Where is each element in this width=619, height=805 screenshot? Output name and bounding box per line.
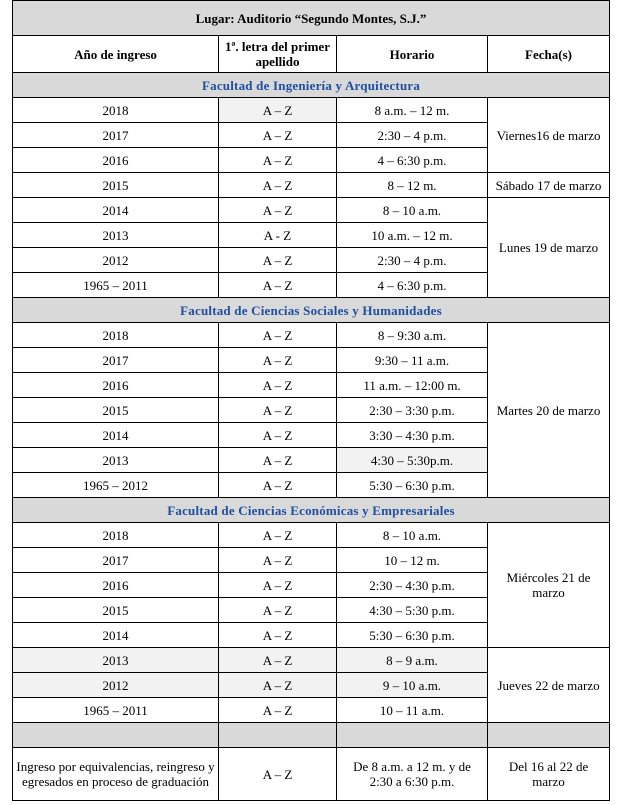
faculty-heading: Facultad de Ciencias Económicas y Empresariales <box>13 498 610 523</box>
cell-year: 2016 <box>13 148 219 173</box>
cell-year: 2015 <box>13 598 219 623</box>
cell-letter: A – Z <box>219 473 337 498</box>
cell-year: 2018 <box>13 523 219 548</box>
cell-time: 2:30 – 4:30 p.m. <box>337 573 488 598</box>
cell-time: 4 – 6:30 p.m. <box>337 148 488 173</box>
cell-time: 3:30 – 4:30 p.m. <box>337 423 488 448</box>
faculty-heading: Facultad de Ciencias Sociales y Humanidades <box>13 298 610 323</box>
cell-time: 8 – 10 a.m. <box>337 198 488 223</box>
header-dates: Fecha(s) <box>488 36 610 73</box>
cell-year: 2017 <box>13 348 219 373</box>
header-year: Año de ingreso <box>13 36 219 73</box>
cell-time: 4:30 – 5:30 p.m. <box>337 598 488 623</box>
cell-year: 2013 <box>13 448 219 473</box>
cell-letter: A – Z <box>219 248 337 273</box>
table-title: Lugar: Auditorio “Segundo Montes, S.J.” <box>13 1 610 36</box>
cell-dates: Martes 20 de marzo <box>488 323 610 498</box>
cell-year: 2017 <box>13 123 219 148</box>
faculty-heading: Facultad de Ingeniería y Arquitectura <box>13 73 610 98</box>
spacer-row <box>13 723 610 748</box>
cell-time: 8 – 9:30 a.m. <box>337 323 488 348</box>
cell-time: 2:30 – 3:30 p.m. <box>337 398 488 423</box>
cell-letter: A – Z <box>219 198 337 223</box>
cell-time: 9 – 10 a.m. <box>337 673 488 698</box>
header-time: Horario <box>337 36 488 73</box>
cell-time: 11 a.m. – 12:00 m. <box>337 373 488 398</box>
cell-time: 5:30 – 6:30 p.m. <box>337 473 488 498</box>
cell-letter: A – Z <box>219 598 337 623</box>
spacer-cell <box>13 723 219 748</box>
schedule-table <box>12 0 610 801</box>
spacer-cell <box>219 723 337 748</box>
cell-letter: A – Z <box>219 123 337 148</box>
cell-year: 2012 <box>13 673 219 698</box>
cell-year: 2014 <box>13 623 219 648</box>
cell-letter: A – Z <box>219 398 337 423</box>
cell-year: 2018 <box>13 323 219 348</box>
cell-year: 1965 – 2012 <box>13 473 219 498</box>
cell-time: 8 – 9 a.m. <box>337 648 488 673</box>
footer-row <box>13 748 610 801</box>
cell-letter: A – Z <box>219 423 337 448</box>
cell-letter: A – Z <box>219 448 337 473</box>
cell-year: 2017 <box>13 548 219 573</box>
cell-letter: A – Z <box>219 698 337 723</box>
table-row <box>13 173 610 198</box>
table-row <box>13 648 610 673</box>
cell-time: 5:30 – 6:30 p.m. <box>337 623 488 648</box>
cell-letter: A – Z <box>219 148 337 173</box>
cell-year: 2016 <box>13 373 219 398</box>
cell-year: 2014 <box>13 423 219 448</box>
cell-year: 2013 <box>13 223 219 248</box>
cell-dates: Miércoles 21 de marzo <box>488 523 610 648</box>
cell-time: 9:30 – 11 a.m. <box>337 348 488 373</box>
cell-year: 2018 <box>13 98 219 123</box>
cell-time: 10 – 12 m. <box>337 548 488 573</box>
cell-letter: A – Z <box>219 348 337 373</box>
table-row <box>13 198 610 223</box>
spacer-cell <box>337 723 488 748</box>
cell-dates: Sábado 17 de marzo <box>488 173 610 198</box>
cell-letter: A – Z <box>219 648 337 673</box>
cell-time: 2:30 – 4 p.m. <box>337 123 488 148</box>
cell-letter: A – Z <box>219 573 337 598</box>
cell-letter: A - Z <box>219 223 337 248</box>
cell-letter: A – Z <box>219 373 337 398</box>
cell-letter: A – Z <box>219 323 337 348</box>
cell-letter: A – Z <box>219 548 337 573</box>
table-row <box>13 98 610 123</box>
cell-letter: A – Z <box>219 623 337 648</box>
cell-time: 4 – 6:30 p.m. <box>337 273 488 298</box>
cell-year: 2015 <box>13 173 219 198</box>
footer-dates: Del 16 al 22 de marzo <box>488 748 610 801</box>
cell-time: 8 a.m. – 12 m. <box>337 98 488 123</box>
spacer-cell <box>488 723 610 748</box>
cell-time: 8 – 12 m. <box>337 173 488 198</box>
cell-year: 2014 <box>13 198 219 223</box>
footer-year: Ingreso por equivalencias, reingreso y egresados en proceso de graduación <box>13 748 219 801</box>
cell-year: 2013 <box>13 648 219 673</box>
header-letter: 1ª. letra del primer apellido <box>219 36 337 73</box>
cell-year: 1965 – 2011 <box>13 273 219 298</box>
footer-time: De 8 a.m. a 12 m. y de 2:30 a 6:30 p.m. <box>337 748 488 801</box>
cell-year: 2016 <box>13 573 219 598</box>
footer-letter: A – Z <box>219 748 337 801</box>
cell-dates: Viernes16 de marzo <box>488 98 610 173</box>
cell-year: 1965 – 2011 <box>13 698 219 723</box>
cell-dates: Lunes 19 de marzo <box>488 198 610 298</box>
table-row <box>13 523 610 548</box>
cell-letter: A – Z <box>219 273 337 298</box>
cell-year: 2015 <box>13 398 219 423</box>
cell-time: 10 – 11 a.m. <box>337 698 488 723</box>
table-row <box>13 323 610 348</box>
cell-letter: A – Z <box>219 173 337 198</box>
cell-dates: Jueves 22 de marzo <box>488 648 610 723</box>
cell-time: 10 a.m. – 12 m. <box>337 223 488 248</box>
cell-letter: A – Z <box>219 673 337 698</box>
cell-time: 8 – 10 a.m. <box>337 523 488 548</box>
cell-year: 2012 <box>13 248 219 273</box>
cell-time: 2:30 – 4 p.m. <box>337 248 488 273</box>
cell-letter: A – Z <box>219 523 337 548</box>
cell-time: 4:30 – 5:30p.m. <box>337 448 488 473</box>
cell-letter: A – Z <box>219 98 337 123</box>
